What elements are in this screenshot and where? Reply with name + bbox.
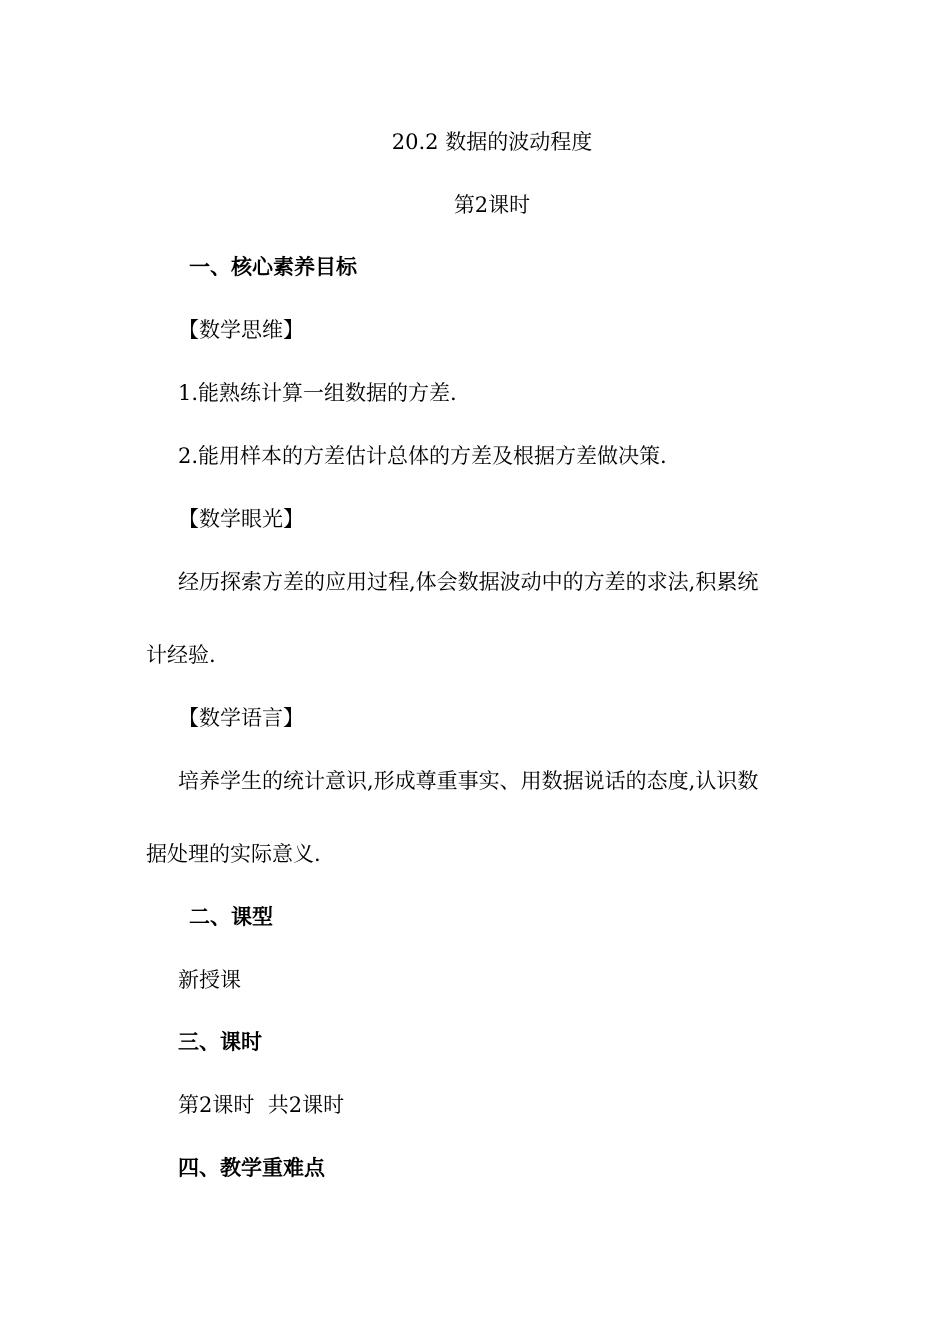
vision-text-line1: 经历探索方差的应用过程,体会数据波动中的方差的求法,积累统 — [178, 570, 759, 594]
document-subtitle: 第2课时 — [453, 193, 531, 217]
label-math-thinking: 【数学思维】 — [178, 318, 304, 342]
label-math-vision: 【数学眼光】 — [178, 507, 304, 531]
section-heading-key-points: 四、教学重难点 — [178, 1156, 325, 1180]
thinking-item-2: 2.能用样本的方差估计总体的方差及根据方差做决策. — [178, 444, 667, 468]
lesson-type-text: 新授课 — [178, 968, 241, 992]
thinking-item-1: 1.能熟练计算一组数据的方差. — [178, 381, 457, 405]
label-math-language: 【数学语言】 — [178, 706, 304, 730]
section-heading-periods: 三、课时 — [178, 1030, 262, 1054]
vision-text-line2: 计经验. — [146, 643, 216, 667]
section-heading-goals: 一、核心素养目标 — [189, 255, 357, 279]
section-heading-lesson-type: 二、课型 — [189, 905, 273, 929]
periods-text: 第2课时 共2课时 — [178, 1093, 345, 1117]
language-text-line1: 培养学生的统计意识,形成尊重事实、用数据说话的态度,认识数 — [178, 769, 759, 793]
language-text-line2: 据处理的实际意义. — [146, 842, 321, 866]
document-title: 20.2 数据的波动程度 — [391, 130, 593, 154]
